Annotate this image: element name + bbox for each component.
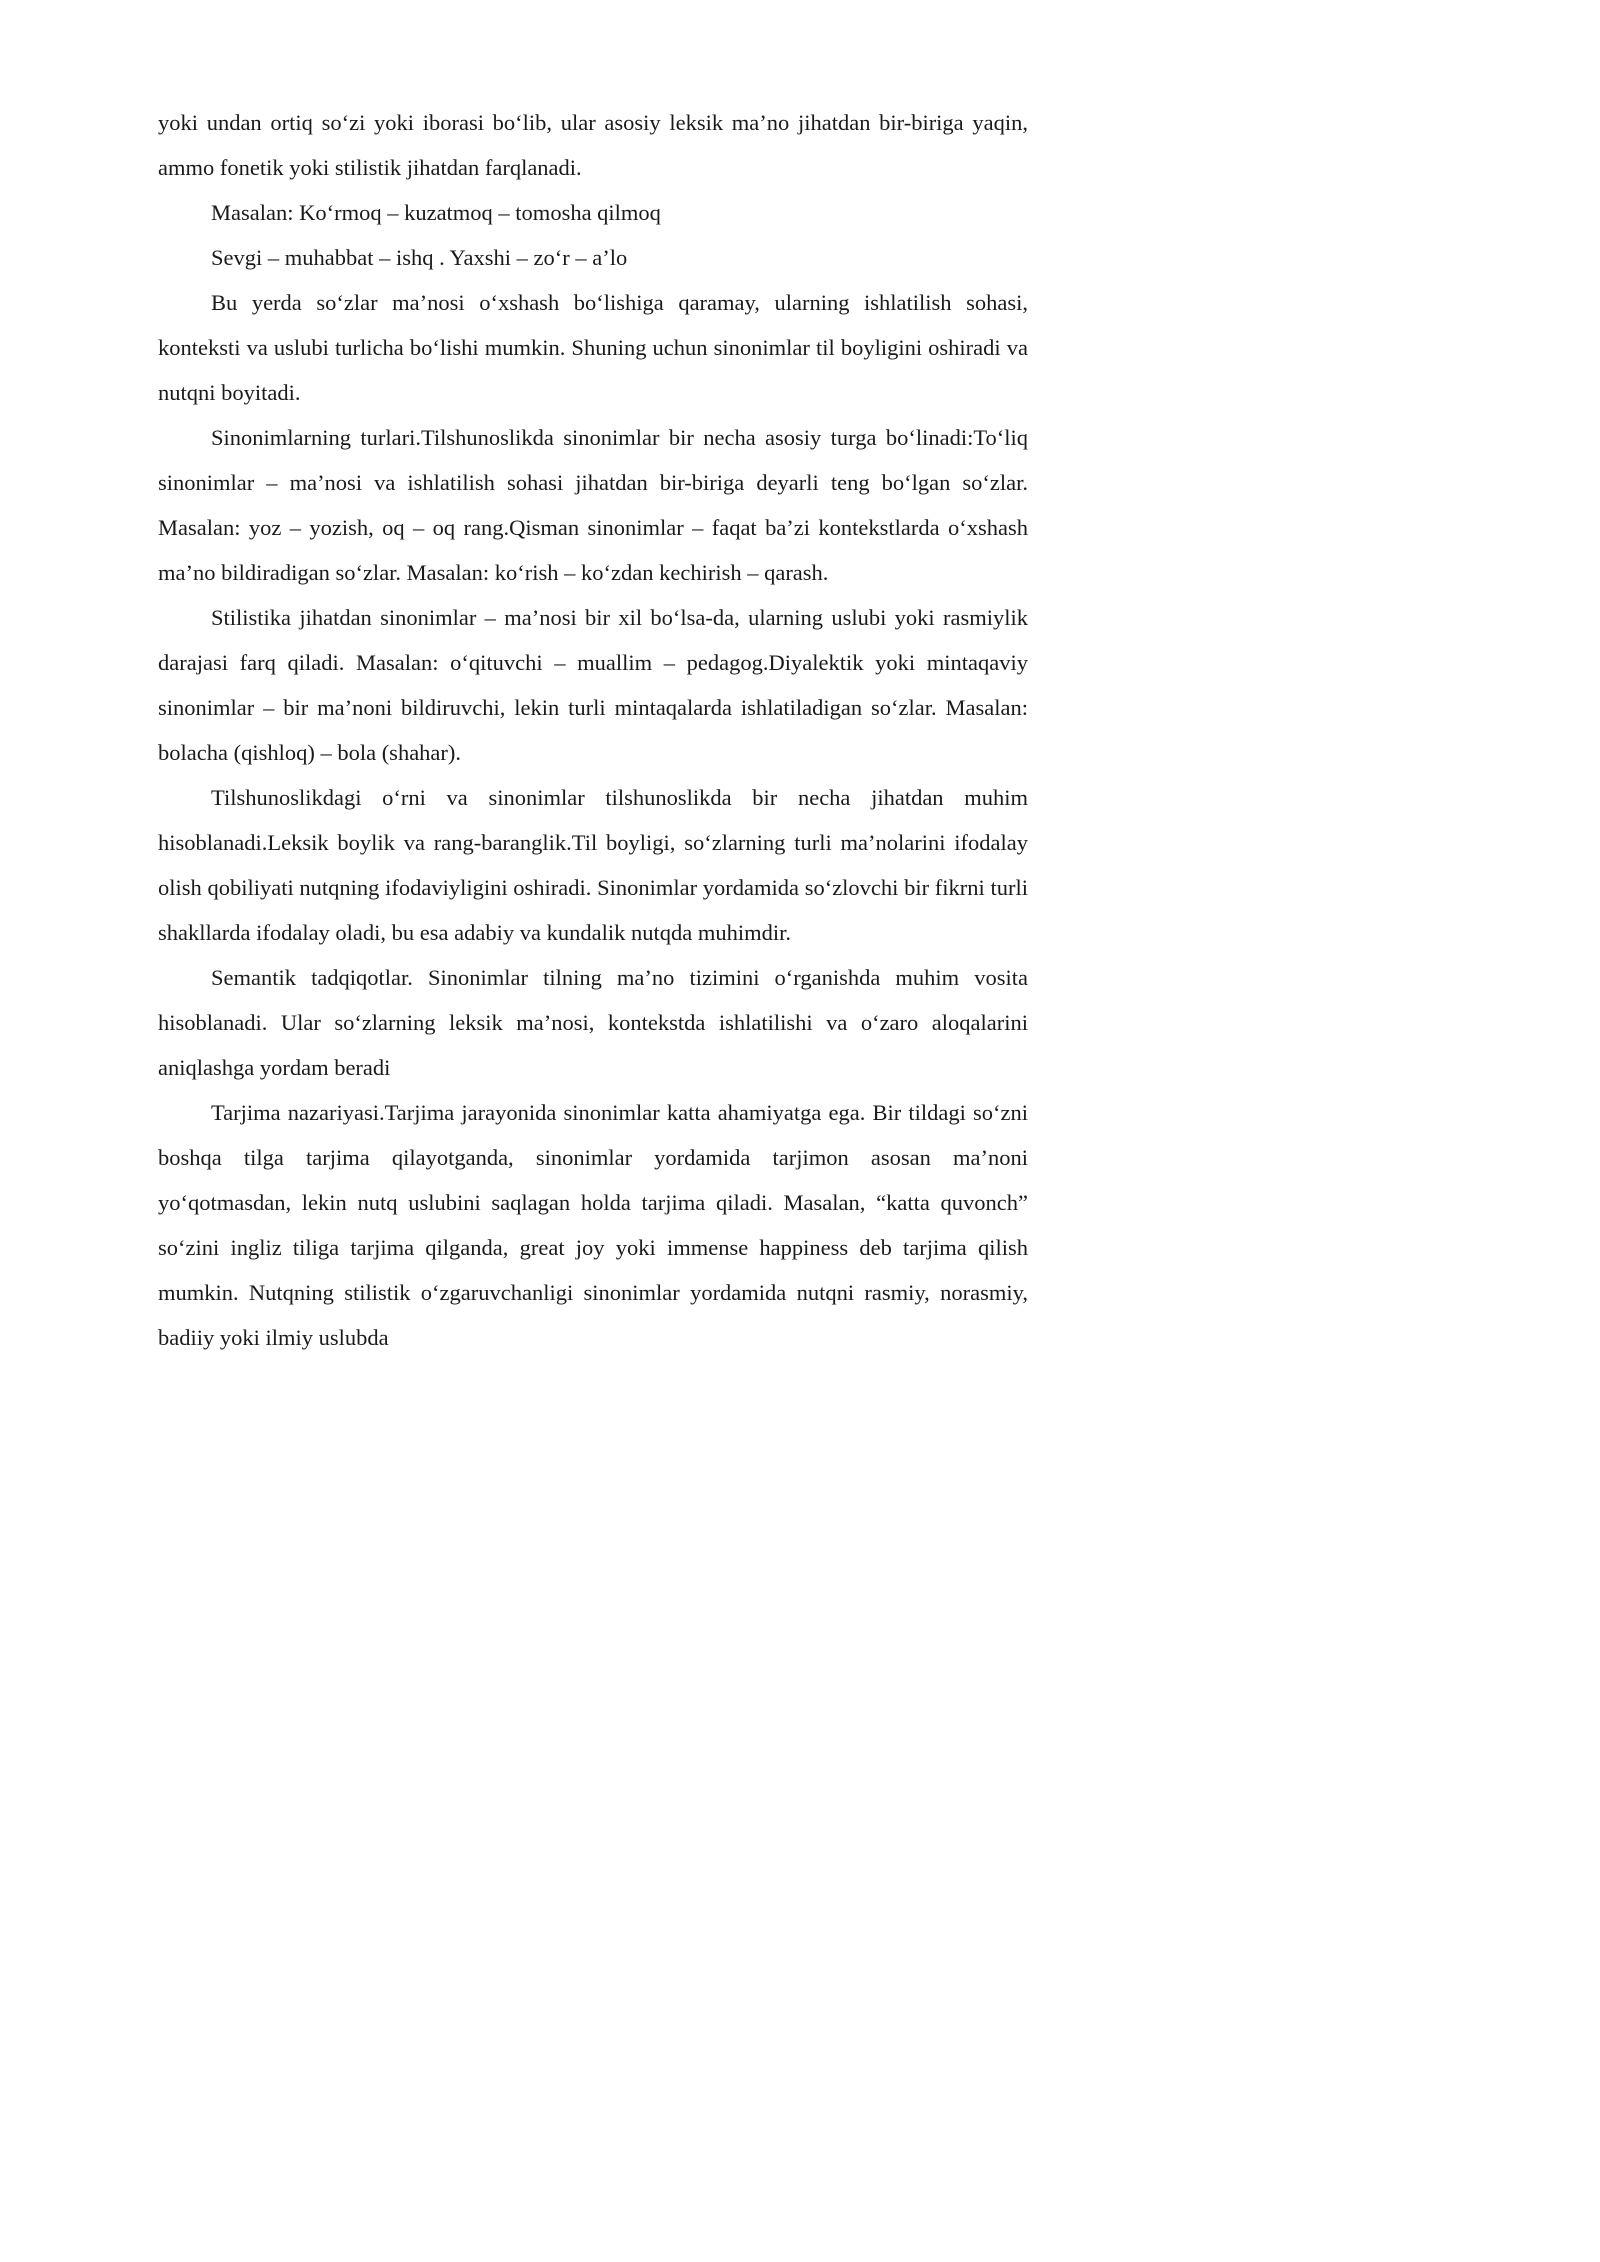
paragraph-example-2: Sevgi – muhabbat – ishq . Yaxshi – zo‘r – a’lo xyxy=(211,245,628,270)
paragraph-example-1: Masalan: Ko‘rmoq – kuzatmoq – tomosha qilmoq xyxy=(211,200,661,225)
paragraph-stylistic: Stilistika jihatdan sinonimlar – ma’nosi bir xil bo‘lsa-da, ularning uslubi yoki rasmiylik darajasi farq qiladi. Masalan: o‘qituvchi – muallim – pedagog.Diyalektik yoki mintaqaviy sinonimlar – bir ma’noni bildiruvchi, lekin turli mintaqalarda ishlatiladigan so‘zlar. Masalan: bolacha (qishloq) – bola (shahar). xyxy=(158,605,1028,765)
body-text xyxy=(158,100,1028,1360)
paragraph-semantic-research: Semantik tadqiqotlar. Sinonimlar tilning ma’no tizimini o‘rganishda muhim vosita hisoblanadi. Ular so‘zlarning leksik ma’nosi, kontekstda ishlatilishi va o‘zaro aloqalarini aniqlashga yordam beradi xyxy=(158,965,1028,1080)
paragraph-continuation: yoki undan ortiq so‘zi yoki iborasi bo‘lib, ular asosiy leksik ma’no jihatdan bir-biriga yaqin, ammo fonetik yoki stilistik jihatdan farqlanadi. xyxy=(158,110,1028,180)
paragraph-types: Sinonimlarning turlari.Tilshunoslikda sinonimlar bir necha asosiy turga bo‘linadi:To‘liq sinonimlar – ma’nosi va ishlatilish sohasi jihatdan bir-biriga deyarli teng bo‘lgan so‘zlar. Masalan: yoz – yozish, oq – oq rang.Qisman sinonimlar – faqat ba’zi kontekstlarda o‘xshash ma’no bildiradigan so‘zlar. Masalan: ko‘rish – ko‘zdan kechirish – qarash. xyxy=(158,425,1028,585)
paragraph-translation-theory: Tarjima nazariyasi.Tarjima jarayonida sinonimlar katta ahamiyatga ega. Bir tildagi so‘zni boshqa tilga tarjima qilayotganda, sinonimlar yordamida tarjimon asosan ma’noni yo‘qotmasdan, lekin nutq uslubini saqlagan holda tarjima qiladi. Masalan, “katta quvonch” so‘zini ingliz tiliga tarjima qilganda, great joy yoki immense happiness deb tarjima qilish mumkin. Nutqning stilistik o‘zgaruvchanligi sinonimlar yordamida nutqni rasmiy, norasmiy, badiiy yoki ilmiy uslubda xyxy=(158,1100,1028,1350)
paragraph-linguistics-role: Tilshunoslikdagi o‘rni va sinonimlar tilshunoslikda bir necha jihatdan muhim hisoblanadi.Leksik boylik va rang-baranglik.Til boyligi, so‘zlarning turli ma’nolarini ifodalay olish qobiliyati nutqning ifodaviyligini oshiradi. Sinonimlar yordamida so‘zlovchi bir fikrni turli shakllarda ifodalay oladi, bu esa adabiy va kundalik nutqda muhimdir. xyxy=(158,785,1028,945)
paragraph-usage: Bu yerda so‘zlar ma’nosi o‘xshash bo‘lishiga qaramay, ularning ishlatilish sohasi, konteksti va uslubi turlicha bo‘lishi mumkin. Shuning uchun sinonimlar til boyligini oshiradi va nutqni boyitadi. xyxy=(158,290,1028,405)
document-page xyxy=(0,0,1100,1555)
